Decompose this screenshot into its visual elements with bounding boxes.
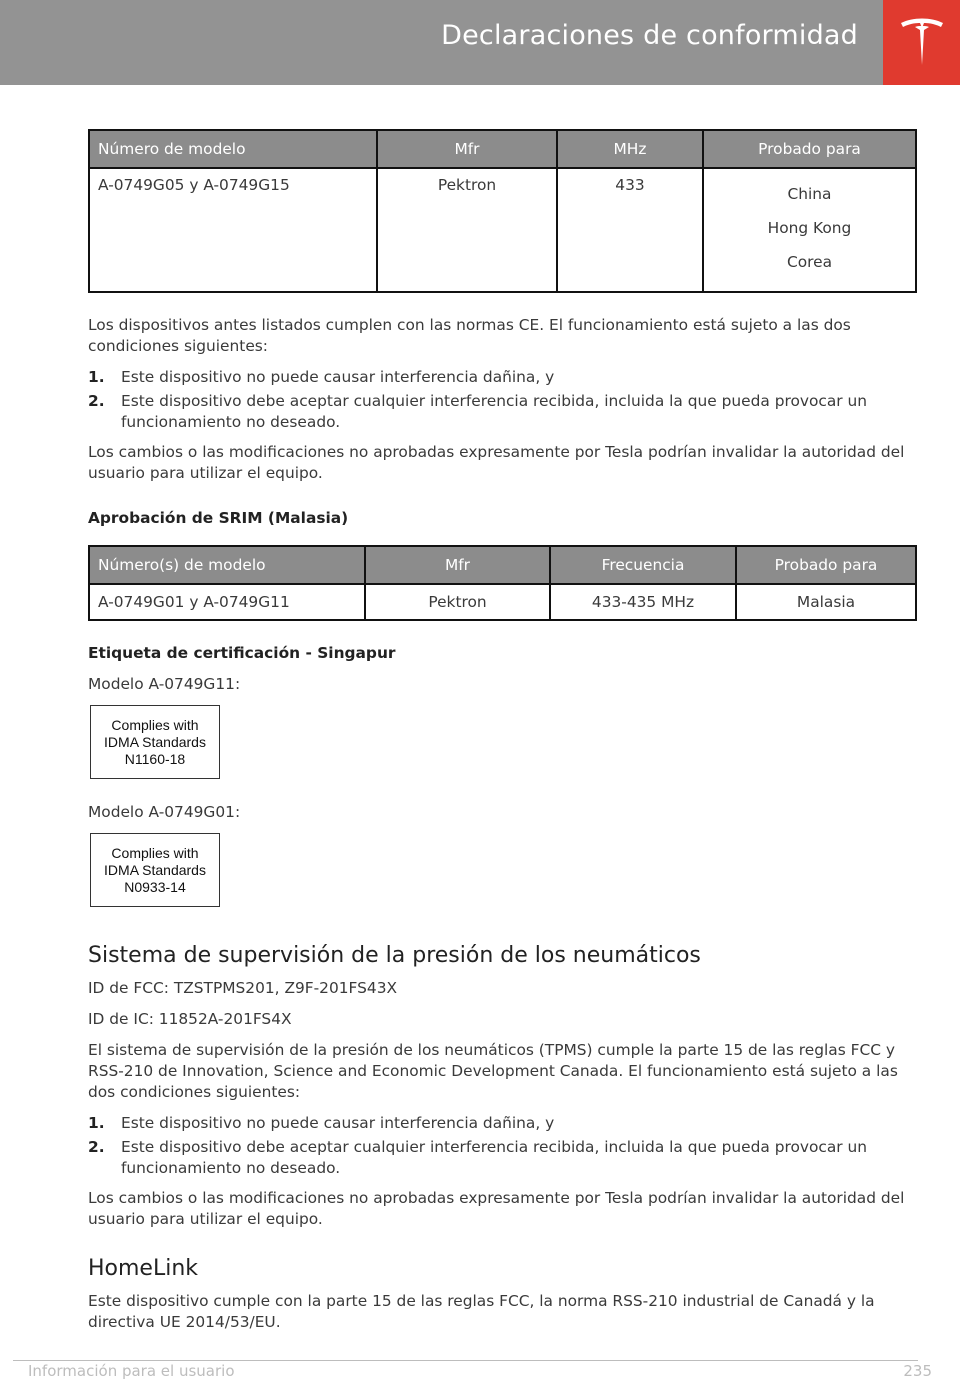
homelink-heading: HomeLink [88,1256,199,1281]
list-number: 1. [88,368,105,386]
srim-heading: Aprobación de SRIM (Malasia) [88,509,349,527]
tested-country: Hong Kong [767,219,852,237]
tpms-heading: Sistema de supervisión de la presión de los neumáticos [88,943,701,968]
page-content [88,129,917,1343]
cell-mfr: Pektron [365,584,550,620]
col-header-frequency: Frecuencia [550,546,736,584]
page-title: Declaraciones de conformidad [441,20,858,51]
certification-table [88,129,917,293]
cell-tested: Malasia [736,584,916,620]
cell-mfr: Pektron [377,168,557,292]
col-header-mhz: MHz [557,130,703,168]
list-item [88,391,917,433]
ce-note: Los cambios o las modificaciones no aprobadas expresamente por Tesla podrían invalidar la autoridad del usuario para utilizar el equipo. [88,443,905,482]
list-item [88,1137,917,1179]
homelink-text: Este dispositivo cumple con la parte 15 de las reglas FCC, la norma RSS-210 industrial de Canadá y la directiva UE 2014/53/EU. [88,1292,875,1331]
list-number: 2. [88,1138,105,1156]
cell-frequency: 433-435 MHz [550,584,736,620]
tested-country: Corea [786,253,833,271]
list-text: Este dispositivo debe aceptar cualquier interferencia recibida, incluida la que pueda provocar un funcionamiento no deseado. [121,1138,868,1177]
list-text: Este dispositivo no puede causar interferencia dañina, y [121,368,555,386]
list-item [88,1113,917,1134]
page-header [0,0,960,85]
cell-mhz: 433 [557,168,703,292]
footer-section-title: Información para el usuario [28,1362,235,1380]
table-row [89,168,916,292]
ic-id: ID de IC: 11852A-201FS4X [88,1010,292,1028]
tpms-conditions-list [88,1113,917,1179]
label-line: IDMA Standards [104,861,206,878]
col-header-tested: Probado para [736,546,916,584]
label-line: IDMA Standards [104,733,206,750]
ce-intro: Los dispositivos antes listados cumplen con las normas CE. El funcionamiento está sujeto a las dos condiciones siguientes: [88,316,851,355]
idma-label-box [90,705,220,779]
col-header-mfr: Mfr [365,546,550,584]
idma-label-box [90,833,220,907]
list-text: Este dispositivo debe aceptar cualquier interferencia recibida, incluida la que pueda provocar un funcionamiento no deseado. [121,392,868,431]
list-item [88,367,917,388]
fcc-id: ID de FCC: TZSTPMS201, Z9F-201FS43X [88,979,398,997]
tesla-logo-icon [899,17,945,69]
label-line: N1160-18 [124,750,186,767]
label-line: Complies with [111,844,199,861]
singapore-heading: Etiqueta de certificación - Singapur [88,644,396,662]
col-header-models: Número(s) de modelo [89,546,365,584]
ce-conditions-list [88,367,917,433]
cell-model: A-0749G01 y A-0749G11 [89,584,365,620]
cell-model: A-0749G05 y A-0749G15 [89,168,377,292]
model-label: Modelo A-0749G01: [88,803,241,821]
srim-table [88,545,917,621]
cell-tested [703,168,916,292]
col-header-tested: Probado para [703,130,916,168]
label-line: Complies with [111,716,199,733]
list-number: 2. [88,392,105,410]
table-row [89,584,916,620]
tesla-logo [883,0,960,85]
tpms-intro: El sistema de supervisión de la presión de los neumáticos (TPMS) cumple la parte 15 de las reglas FCC y RSS-210 de Innovation, Science and Economic Development Canada. El funcionamiento está sujeto a las dos condiciones siguientes: [88,1041,898,1101]
footer-divider [13,1360,918,1361]
col-header-model: Número de modelo [89,130,377,168]
page-number: 235 [903,1362,932,1380]
tpms-note: Los cambios o las modificaciones no aprobadas expresamente por Tesla podrían invalidar la autoridad del usuario para utilizar el equipo. [88,1189,905,1228]
model-label: Modelo A-0749G11: [88,675,241,693]
col-header-mfr: Mfr [377,130,557,168]
tested-country: China [787,185,832,203]
label-line: N0933-14 [124,878,186,895]
list-text: Este dispositivo no puede causar interferencia dañina, y [121,1114,555,1132]
list-number: 1. [88,1114,105,1132]
